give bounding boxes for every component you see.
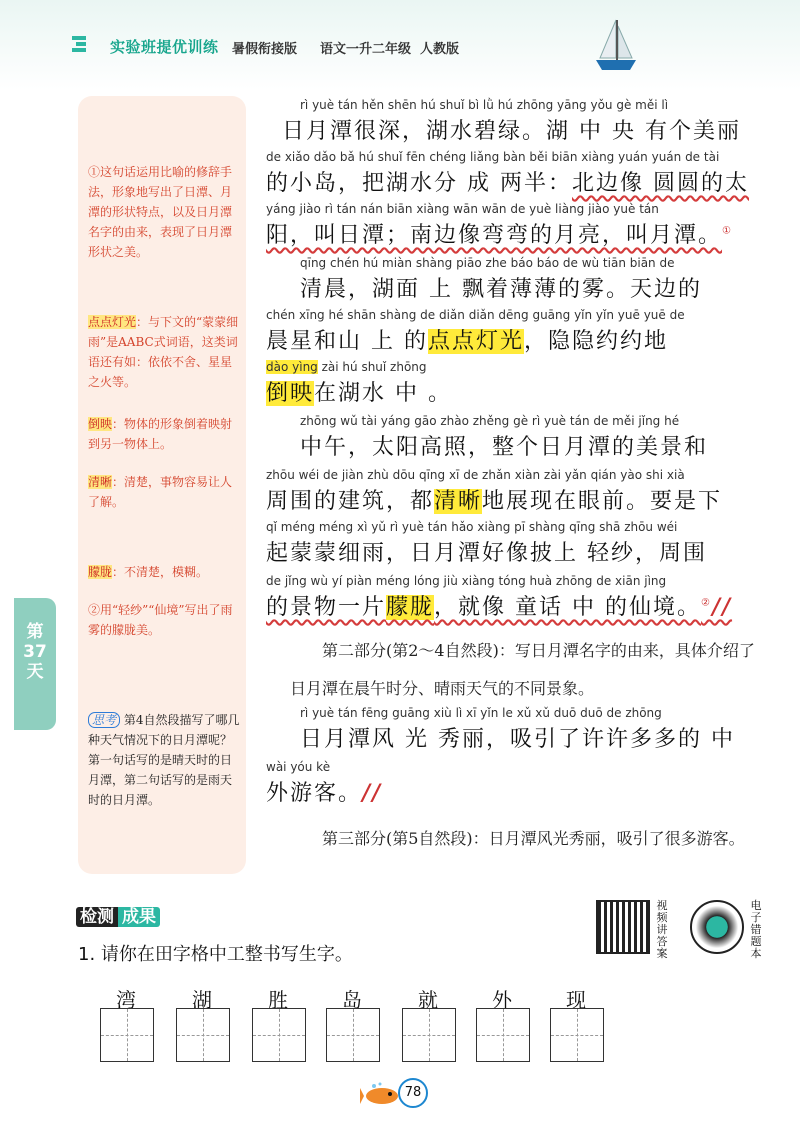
text-segment: 外游客。 bbox=[266, 781, 363, 806]
think-question: 第4自然段描写了哪几种天气情况下的日月潭呢？ bbox=[88, 713, 240, 747]
edition-label: 暑假衔接版 bbox=[232, 42, 298, 57]
text-line bbox=[266, 484, 722, 515]
metaphor-underline: 阳，叫日潭；南边像弯弯的月亮，叫月潭。 bbox=[266, 223, 723, 248]
qr-label: 视频讲答案 bbox=[656, 899, 668, 960]
text-segment: 周围的建筑，都 bbox=[266, 489, 435, 514]
text-line: 日月潭风 光 秀丽，吸引了许许多多的 中 bbox=[300, 727, 735, 752]
think-answer: 第一句话写的是晴天时的日月潭，第二句话写的是雨天时的日月潭。 bbox=[88, 753, 233, 807]
page-number: 78 bbox=[398, 1078, 428, 1108]
text-segment: 晨星和山 上 的 bbox=[266, 329, 428, 354]
tianzige-grid[interactable] bbox=[402, 1008, 456, 1062]
section-mark: // bbox=[362, 780, 383, 806]
section-summary: 第二部分(第2～4自然段)：写日月潭名字的由来，具体介绍了日月潭在晨午时分、晴雨天气的不同景象。 bbox=[290, 641, 755, 698]
pinyin-line: de xiǎo dǎo bǎ hú shuǐ fēn chéng liǎng bàn běi biān xiàng yuán yuán de tài bbox=[266, 150, 720, 164]
tianzige-grid[interactable] bbox=[326, 1008, 380, 1062]
tianzige-grid[interactable] bbox=[550, 1008, 604, 1062]
section-summary: 第三部分(第5自然段)：日月潭风光秀丽，吸引了很多游客。 bbox=[322, 829, 745, 848]
pinyin-line: rì yuè tán fēng guāng xiù lì xī yǐn le xǔ xǔ duō duō de zhōng bbox=[300, 706, 662, 720]
practice-char: 岛 bbox=[342, 988, 362, 1012]
text-line bbox=[266, 218, 733, 249]
brand-title: 实验班提优训练 bbox=[110, 38, 219, 56]
highlight-pinyin: dào yìng bbox=[266, 360, 318, 374]
text-line bbox=[266, 324, 668, 355]
footnote-marker: ② bbox=[701, 597, 712, 609]
think-tag: 思考 bbox=[88, 712, 120, 728]
note-body: ：不清楚，模糊。 bbox=[112, 565, 209, 579]
day-tab-number: 37 bbox=[23, 642, 47, 662]
pinyin-line: de jǐng wù yí piàn méng lóng jiù xiàng tóng huà zhōng de xiān jìng bbox=[266, 574, 667, 588]
practice-char: 现 bbox=[566, 988, 586, 1012]
text-segment: 的小岛，把湖水分 成 两半： bbox=[266, 171, 572, 196]
tianzige-grid[interactable] bbox=[176, 1008, 230, 1062]
pinyin-line: rì yuè tán hěn shēn hú shuǐ bì lǜ hú zhōng yāng yǒu gè měi lì bbox=[300, 98, 669, 112]
heading-part: 成果 bbox=[118, 907, 160, 927]
section-mark: // bbox=[711, 594, 733, 620]
pinyin-line: zhōng wǔ tài yáng gāo zhào zhěng gè rì yuè tán de měi jǐng hé bbox=[300, 414, 680, 428]
text-segment: 在湖水 中 。 bbox=[314, 381, 453, 406]
pinyin-segment: zài hú shuǐ zhōng bbox=[317, 360, 427, 374]
note-tag: 倒映 bbox=[88, 417, 113, 431]
note-metaphor: ①这句话运用比喻的修辞手法，形象地写出了日潭、月潭的形状特点，以及日月潭名字的由来，表现了日月潭形状之美。 bbox=[88, 165, 233, 259]
think-box bbox=[88, 710, 240, 810]
text-line bbox=[266, 776, 382, 807]
publisher-label: 人教版 bbox=[420, 42, 460, 57]
text-segment: 地展现在眼前。要是下 bbox=[482, 489, 723, 514]
note-tag: 朦胧 bbox=[88, 565, 113, 579]
note-tag: 清晰 bbox=[88, 475, 113, 489]
pinyin-line: qǐ méng méng xì yǔ rì yuè tán hǎo xiàng pī shàng qīng shā zhōu wéi bbox=[266, 520, 678, 534]
highlight-word: 倒映 bbox=[266, 381, 315, 406]
qr-label: 电子错题本 bbox=[750, 899, 762, 960]
day-tab-suffix: 天 bbox=[26, 662, 44, 682]
text-line bbox=[266, 166, 749, 197]
note-dao-ying bbox=[88, 414, 240, 454]
pinyin-line: yáng jiào rì tán nán biān xiàng wān wān de yuè liàng jiào yuè tán bbox=[266, 202, 659, 216]
note-body: ：物体的形象倒着映射到另一物体上。 bbox=[88, 417, 233, 451]
practice-char: 就 bbox=[418, 988, 438, 1012]
pinyin-line: qīng chén hú miàn shàng piāo zhe báo báo de wù tiān biān de bbox=[300, 256, 675, 270]
tianzige-grid[interactable] bbox=[252, 1008, 306, 1062]
note-meng-long bbox=[88, 562, 240, 582]
tianzige-grid[interactable] bbox=[100, 1008, 154, 1062]
text-segment: 的景物一片 bbox=[266, 595, 387, 620]
note-qing-sha: ②用“轻纱”“仙境”写出了雨雾的朦胧美。 bbox=[88, 603, 233, 637]
heading-part: 检测 bbox=[76, 907, 118, 927]
question-1: 1. 请你在田字格中工整书写生字。 bbox=[78, 944, 353, 965]
text-line: 清晨，湖面 上 飘着薄薄的雾。天边的 bbox=[300, 277, 702, 302]
text-segment: ，隐隐约约地 bbox=[524, 329, 669, 354]
practice-char: 湖 bbox=[192, 988, 212, 1012]
text-line bbox=[266, 376, 452, 407]
footnote-marker: ① bbox=[722, 225, 733, 237]
page-header bbox=[0, 0, 800, 90]
qr-code-icon[interactable] bbox=[690, 900, 744, 954]
practice-char: 湾 bbox=[116, 988, 136, 1012]
section-heading bbox=[76, 902, 160, 926]
pinyin-line: zhōu wéi de jiàn zhù dōu qīng xī de zhǎn xiàn zài yǎn qián yào shi xià bbox=[266, 468, 685, 482]
note-tag: 点点灯光 bbox=[88, 315, 137, 329]
highlight-word: 点点灯光 bbox=[428, 329, 525, 354]
text-line: 中午，太阳高照，整个日月潭的美景和 bbox=[300, 435, 709, 460]
sailboat-icon bbox=[592, 18, 640, 78]
pinyin-line: wài yóu kè bbox=[266, 760, 331, 774]
qr-code-icon[interactable] bbox=[596, 900, 650, 954]
note-dian-dian-deng-guang bbox=[88, 312, 240, 392]
text-line: 日月潭很深，湖水碧绿。湖 中 央 有个美丽 bbox=[282, 119, 741, 144]
day-tab bbox=[14, 598, 56, 730]
pinyin-line bbox=[266, 360, 427, 374]
highlight-word: 朦胧 bbox=[386, 595, 435, 620]
metaphor-underline: 北边像 圆圆的太 bbox=[572, 171, 749, 196]
text-line: 起蒙蒙细雨，日月潭好像披上 轻纱，周围 bbox=[266, 541, 707, 566]
logo-icon bbox=[72, 34, 106, 54]
note-qing-xi bbox=[88, 472, 240, 512]
practice-char: 胜 bbox=[268, 988, 288, 1012]
highlight-word: 清晰 bbox=[434, 489, 483, 514]
tianzige-grid[interactable] bbox=[476, 1008, 530, 1062]
day-tab-prefix: 第 bbox=[26, 622, 44, 642]
note-body: ：与下文的“蒙蒙细雨”是AABC式词语，这类词语还有如：依依不舍、星星之火等。 bbox=[88, 315, 239, 389]
practice-char: 外 bbox=[492, 988, 512, 1012]
pinyin-line: chén xīng hé shān shàng de diǎn diǎn dēng guāng yǐn yǐn yuē yuē de bbox=[266, 308, 685, 322]
note-body: ：清楚，事物容易让人了解。 bbox=[88, 475, 233, 509]
text-segment: ，就像 童话 中 的仙境。 bbox=[434, 595, 702, 620]
text-line bbox=[266, 590, 732, 621]
subject-label: 语文一升二年级 bbox=[320, 42, 412, 57]
